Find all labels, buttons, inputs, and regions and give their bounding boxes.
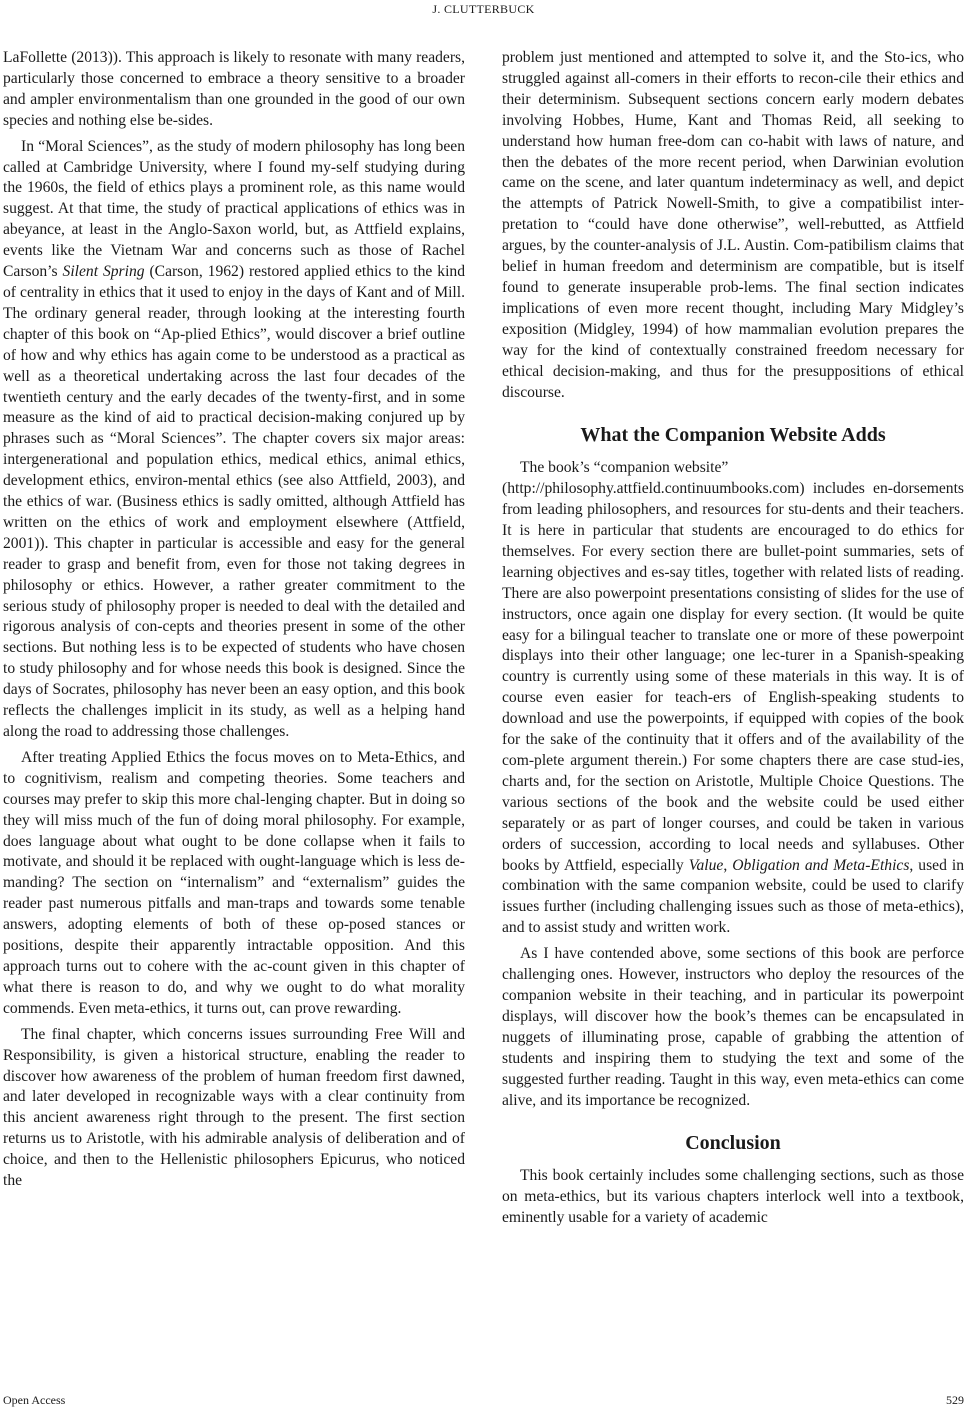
paragraph: In “Moral Sciences”, as the study of modern philosophy has long been called at Cambridge University, where I found my-self studying during the 1960s, the field of ethics plays a prominent role, as this name would suggest. At that time, the study of practical applications of ethics was in abeyance, at least in the Anglo-Saxon world, but, as Attfield explains, events like the Vietnam War and concerns such as those of Rachel Carson’s Silent Spring (Carson, 1962) restored applied ethics to the kind of centrality in ethics that it used to enjoy in the days of Kant and of Mill. The ordinary general reader, through looking at the interesting fourth chapter of this book on “Ap-plied Ethics”, would discover a brief outline of how and why ethics has again come to be understood as a practical as well as a theoretical undertaking across the last four decades of the twentieth century and the early decades of the twenty-first, and in some measure as the kind of aid to practical decision-making conjured up by phrases such as “Moral Sciences”. The chapter covers six major areas: intergenerational and population ethics, medical ethics, animal ethics, development ethics, environ-mental ethics (see also Attfield, 2003), and the ethics of war. (Business ethics is sadly omitted, although Attfield has written on the ethics of work and employment elsewhere (Attfield, 2001)). This chapter in particular is accessible and easy for the general reader to grasp and benefit from, even for those not taking degrees in philosophy or ethics. However, a rather greater commitment to the serious study of philosophy proper is needed to deal with the detailed and rigorous analysis of con-cepts and theories present in some of the other sections. But nothing less is to be expected of students who have chosen to study philosophy and for whose needs this book is designed. Since the days of Socrates, philosophy has never been an easy option, and this book reflects the challenges implicit in its study, as well as a helping hand along the road to addressing those challenges.	[3, 137, 466, 740]
paragraph: After treating Applied Ethics the focus moves on to Meta-Ethics, and to cognitivism, realism and competing theories. Some teachers and courses may prefer to skip this more chal-lenging chapter. But in doing so they will miss much of the fun of doing moral philosophy. For example, does language about what ought to be done collapse when it fails to motivate, and should it be replaced with ought-language which is less de-manding? The section on “internalism” and “externalism” guides the reader past numerous pitfalls and man-traps and towards some tenable answers, adopting elements of both of these op-posed stances or positions, despite their apparently intractable opposition. And this approach turns out to cohere with the ac-count given in this chapter of what there is reason to do, and why we ought to do what morality commends. Even meta-ethics, it turns out, can prove rewarding.	[3, 748, 465, 1017]
section-heading: Conclusion	[685, 1132, 781, 1155]
paragraph: LaFollette (2013)). This approach is likely to resonate with many readers, particularly those concerned to embrace a theory sensitive to a broader and ampler environmentalism than one grounded in the good of our own species and nothing else be-sides.	[3, 49, 465, 129]
paragraph: problem just mentioned and attempted to solve it, and the Sto-ics, who struggled against all-comers in their efforts to recon-cile their ethics and their determinism. Subsequent sections concern early modern debates involving Hobbes, Hume, Kant and Thomas Reid, all seeking to understand how human free-dom can co-habit with laws of nature, and then the debates of the more recent period, when Darwinian evolution came on the scene, and later quantum indeterminacy as well, and depict the attempts of Patrick Nowell-Smith, to give a compatibilist inter-pretation to “could have done otherwise”, well-rebutted, as Attfield argues, by the counter-analysis of J.L. Austin. Com-patibilism claims that belief in human freedom and determinism are compatible, but is itself found to generate insuperable prob-lems. The final section indicates implications of even more recent thought, including Mary Midgley’s exposition (Midgley, 1994) of how mammalian evolution prepares the way for the kind of contextually constrained freedom necessary for ethical decision-making, and thus for the presuppositions of ethical discourse.	[502, 49, 964, 401]
paragraph: The book’s “companion website” (http://philosophy.attfield.continuumbooks.com) includes en-dorsements from leading philosophers, and resources for stu-dents and their teachers. It is here in particular that students are encouraged to do ethics for themselves. For every section there are bullet-point summaries, sets of learning objectives and es-say titles, together with related lists of reading. There are also powerpoint presentations consisting of slides for the use of instructors, once again one display for every section. (It would be quite easy for a bilingual teacher to translate one or more of these powerpoint displays into their other language; one lec-turer in a Spanish-speaking country is currently using some of these materials in this way. It is of course even easier for teach-ers of English-speaking students to download and use the powerpoints, if equipped with copies of the book for the sake of the continuity that it offers and of the availability of the com-plete argument therein.) For some chapters there are case stud-ies, charts and, for the section on Aristotle, Multiple Choice Questions. The various sections of the book and the website could be used either separately or as part of longer courses, and could be taken in various orders of succession, according to local needs and syllabuses. Other books by Attfield, especially Value, Obligation and Meta-Ethics, used in combination with the same companion website, could be used to clarify issues further (including challenging issues such as those of meta-ethics), and to assist study and written work.	[502, 459, 964, 937]
paragraph: As I have contended above, some sections of this book are perforce challenging ones. However, instructors who deploy the resources of the companion website in their teaching, and in particular its powerpoint displays, will discover how the book’s themes can be encapsulated in nuggets of illuminating prose, capable of grabbing the attention of students and inspiring them to studying the text and some of the suggested further reading. Taught in this way, even meta-ethics can come alive, and its importance be recognized.	[502, 945, 964, 1109]
paragraph: The final chapter, which concerns issues surrounding Free Will and Responsibility, is given a historical structure, enabling the reader to discover how awareness of the problem of human freedom first dawned, and later developed in recognizable ways with a clear continuity from this ancient awareness right through to the present. The first section returns us to Aristotle, with his admirable analysis of deliberation and of choice, and then to the Hellenistic philosophers Epicurus, who noticed the	[3, 1025, 465, 1190]
section-heading: What the Companion Website Adds	[580, 424, 886, 447]
book-title: Silent Spring	[62, 263, 145, 281]
book-title: Value	[688, 856, 724, 874]
left-column	[3, 48, 465, 1192]
footer-open-access: Open Access	[3, 1393, 66, 1407]
page-number: 529	[946, 1393, 964, 1407]
running-head: J. CLUTTERBUCK	[432, 2, 535, 16]
paragraph: This book certainly includes some challenging sections, such as those on meta-ethics, but its various chapters interlock well into a textbook, eminently usable for a variety of academic	[502, 1167, 964, 1227]
right-column	[502, 48, 964, 1229]
book-title: Obligation and Meta-Ethics	[732, 856, 910, 874]
